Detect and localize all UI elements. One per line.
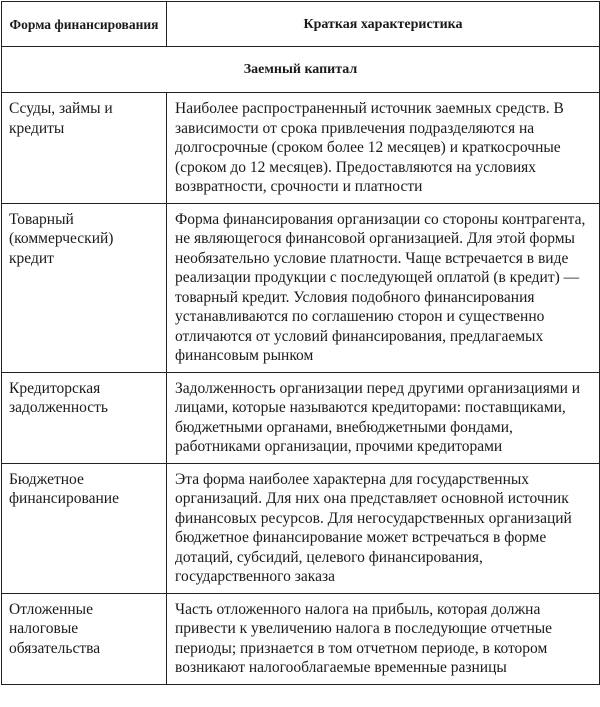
row-form: Отложенные налоговые обязательства xyxy=(2,593,167,684)
row-description: Форма финансирования организации со стороны контрагента, не являющегося финансовой организацией. Для этой формы необязательно условие платности. Чаще встречается в виде реализации продукции с последующей оплатой (в кредит) — товарный кредит. Условия подобного финансирования устанавливаются по соглашению сторон и существенно отличаются от условий финансирования, предлагаемых финансовым рынком xyxy=(167,203,600,372)
row-form: Ссуды, займы и кредиты xyxy=(2,93,167,204)
table-row xyxy=(2,463,600,593)
row-description: Задолженность организации перед другими организациями и лицами, которые называются кредиторами: поставщиками, бюджетными органами, внебюджетными фондами, работниками организации, прочими кредиторами xyxy=(167,372,600,463)
section-title: Заемный капитал xyxy=(2,47,600,93)
row-form: Бюджетное финансирование xyxy=(2,463,167,593)
row-form: Кредиторская задолженность xyxy=(2,372,167,463)
financing-forms-table xyxy=(1,1,600,685)
row-description: Часть отложенного налога на прибыль, которая должна привести к увеличению налога в последующие отчетные периоды; признается в том отчетном периоде, в котором возникают налогооблагаемые временные разницы xyxy=(167,593,600,684)
row-description: Эта форма наиболее характерна для государственных организаций. Для них она представляет основной источник финансовых ресурсов. Для негосударственных организаций бюджетное финансирование может встречаться в форме дотаций, субсидий, целевого финансирования, государственного заказа xyxy=(167,463,600,593)
section-row xyxy=(2,47,600,93)
header-row xyxy=(2,2,600,47)
row-description: Наиболее распространенный источник заемных средств. В зависимости от срока привлечения подразделяются на долгосрочные (сроком более 12 месяцев) и краткосрочные (сроком до 12 месяцев). Предоставляются на условиях возвратности, срочности и платности xyxy=(167,93,600,204)
table-row xyxy=(2,203,600,372)
header-form: Форма финансирования xyxy=(2,2,167,47)
table-row xyxy=(2,93,600,204)
table-row xyxy=(2,593,600,684)
table-row xyxy=(2,372,600,463)
row-form: Товарный (коммерческий) кредит xyxy=(2,203,167,372)
header-description: Краткая характеристика xyxy=(167,2,600,47)
